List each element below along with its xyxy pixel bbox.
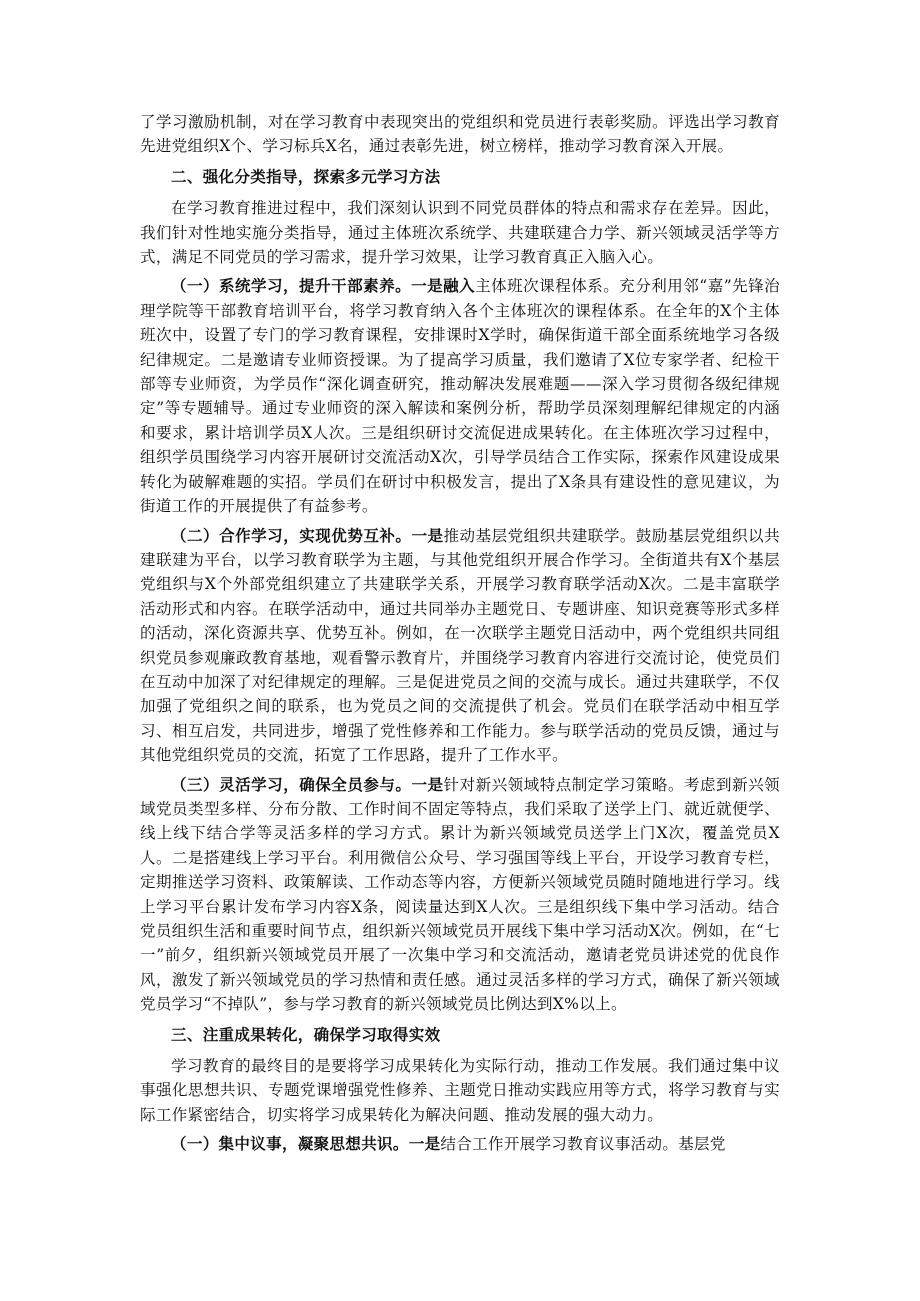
section-heading-2: 二、强化分类指导，探索多元学习方法 (171, 166, 441, 186)
paragraph-section-3-intro: 学习教育的最终目的是要将学习成果转化为实际行动，推动工作发展。我们通过集中议事强化思想共识、专题党课增强党性修养、主题党日推动实践应用等方式，将学习教育与实际工作紧密结合，切实将学习成果转化为解决问题、推动发展的强大动力。 (140, 1057, 780, 1124)
paragraph-body: 结合工作开展学习教育议事活动。基层党 (440, 1135, 726, 1154)
lead-phrase: （一）集中议事，凝聚思想共识。一是 (171, 1134, 441, 1154)
document-page (140, 110, 780, 1157)
paragraph-body: 针对新兴领域特点制定学习策略。考虑到新兴领域党员类型多样、分布分散、工作时间不固定等特点，我们采取了送学上门、就近就便学、线上线下结合学等灵活多样的学习方式。累计为新兴领域党员送学上门X次，覆盖党员X人。二是搭建线上学习平台。利用微信公众号、学习强国等线上平台，开设学习教育专栏，定期推送学习资料、政策解读、工作动态等内容，方便新兴领域党员随时随地进行学习。线上学习平台累计发布学习内容X条，阅读量达到X人次。三是组织线下集中学习活动。结合党员组织生活和重要时间节点，组织新兴领域党员开展线下集中学习活动X次。例如，在“七一”前夕，组织新兴领域党员开展了一次集中学习和交流活动，邀请老党员讲述党的优良作风，激发了新兴领域党员的学习热情和责任感。通过灵活多样的学习方式，确保了新兴领域党员学习“不掉队”，参与学习教育的新兴领域党员比例达到X%以上。 (140, 775, 780, 1014)
paragraph-body: 推动基层党组织共建联学。鼓励基层党组织以共建联建为平台，以学习教育联学为主题，与其他党组织开展合作学习。全街道共有X个基层党组织与X个外部党组织建立了共建联学关系，开展学习教育联学活动X次。二是丰富联学活动形式和内容。在联学活动中，通过共同举办主题党日、专题讲座、知识竞赛等形式多样的活动，深化资源共享、优势互补。例如，在一次联学主题党日活动中，两个党组织共同组织党员参观廉政教育基地，观看警示教育片，并围绕学习教育内容进行交流讨论，使党员们在互动中加深了对纪律规定的理解。三是促进党员之间的交流与成长。通过共建联学，不仅加强了党组织之间的联系，也为党员之间的交流提供了机会。党员们在联学活动中相互学习、相互启发，共同进步，增强了党性修养和工作能力。参与联学活动的党员反馈，通过与其他党组织党员的交流，拓宽了工作思路，提升了工作水平。 (140, 526, 780, 765)
paragraph-flexible-learning (140, 773, 780, 1017)
paragraph-centralized-discussion (140, 1132, 780, 1156)
paragraph-body: 主体班次课程体系。充分利用邻“嘉”先锋治理学院等干部教育培训平台，将学习教育纳入各个主体班次的课程体系。在全年的X个主体班次中，设置了专门的学习教育课程，安排课时X学时，确保街道干部全面系统地学习各级纪律规定。二是邀请专业师资授课。为了提高学习质量，我们邀请了X位专家学者、纪检干部等专业师资，为学员作“深化调查研究，推动解决发展难题——深入学习贯彻各级纪律规定”等专题辅导。通过专业师资的深入解读和案例分析，帮助学员深刻理解纪律规定的内涵和要求，累计培训学员X人次。三是组织研讨交流促进成果转化。在主体班次学习过程中，组织学员围绕学习内容开展研讨交流活动X次，引导学员结合工作实际，探索作风建设成果转化为破解难题的实招。学员们在研讨中积极发言，提出了X条具有建设性的意见建议，为街道工作的开展提供了有益参考。 (140, 277, 780, 516)
paragraph-system-learning (140, 274, 780, 518)
paragraph-continuation: 了学习激励机制，对在学习教育中表现突出的党组织和党员进行表彰奖励。评选出学习教育先进党组织X个、学习标兵X名，通过表彰先进，树立榜样，推动学习教育深入开展。 (140, 113, 780, 156)
lead-phrase: （一）系统学习，提升干部素养。一是融入 (171, 276, 476, 296)
section-heading-3: 三、注重成果转化，确保学习取得实效 (171, 1024, 441, 1044)
paragraph-section-2-intro: 在学习教育推进过程中，我们深刻认识到不同党员群体的特点和需求存在差异。因此，我们针对性地实施分类指导，通过主体班次系统学、共建联建合力学、新兴领域灵活学等方式，满足不同党员的学习需求，提升学习效果，让学习教育真正入脑入心。 (140, 199, 780, 267)
lead-phrase: （二）合作学习，实现优势互补。一是 (171, 525, 444, 545)
paragraph-cooperative-learning (140, 524, 780, 768)
lead-phrase: （三）灵活学习，确保全员参与。一是 (171, 774, 444, 794)
